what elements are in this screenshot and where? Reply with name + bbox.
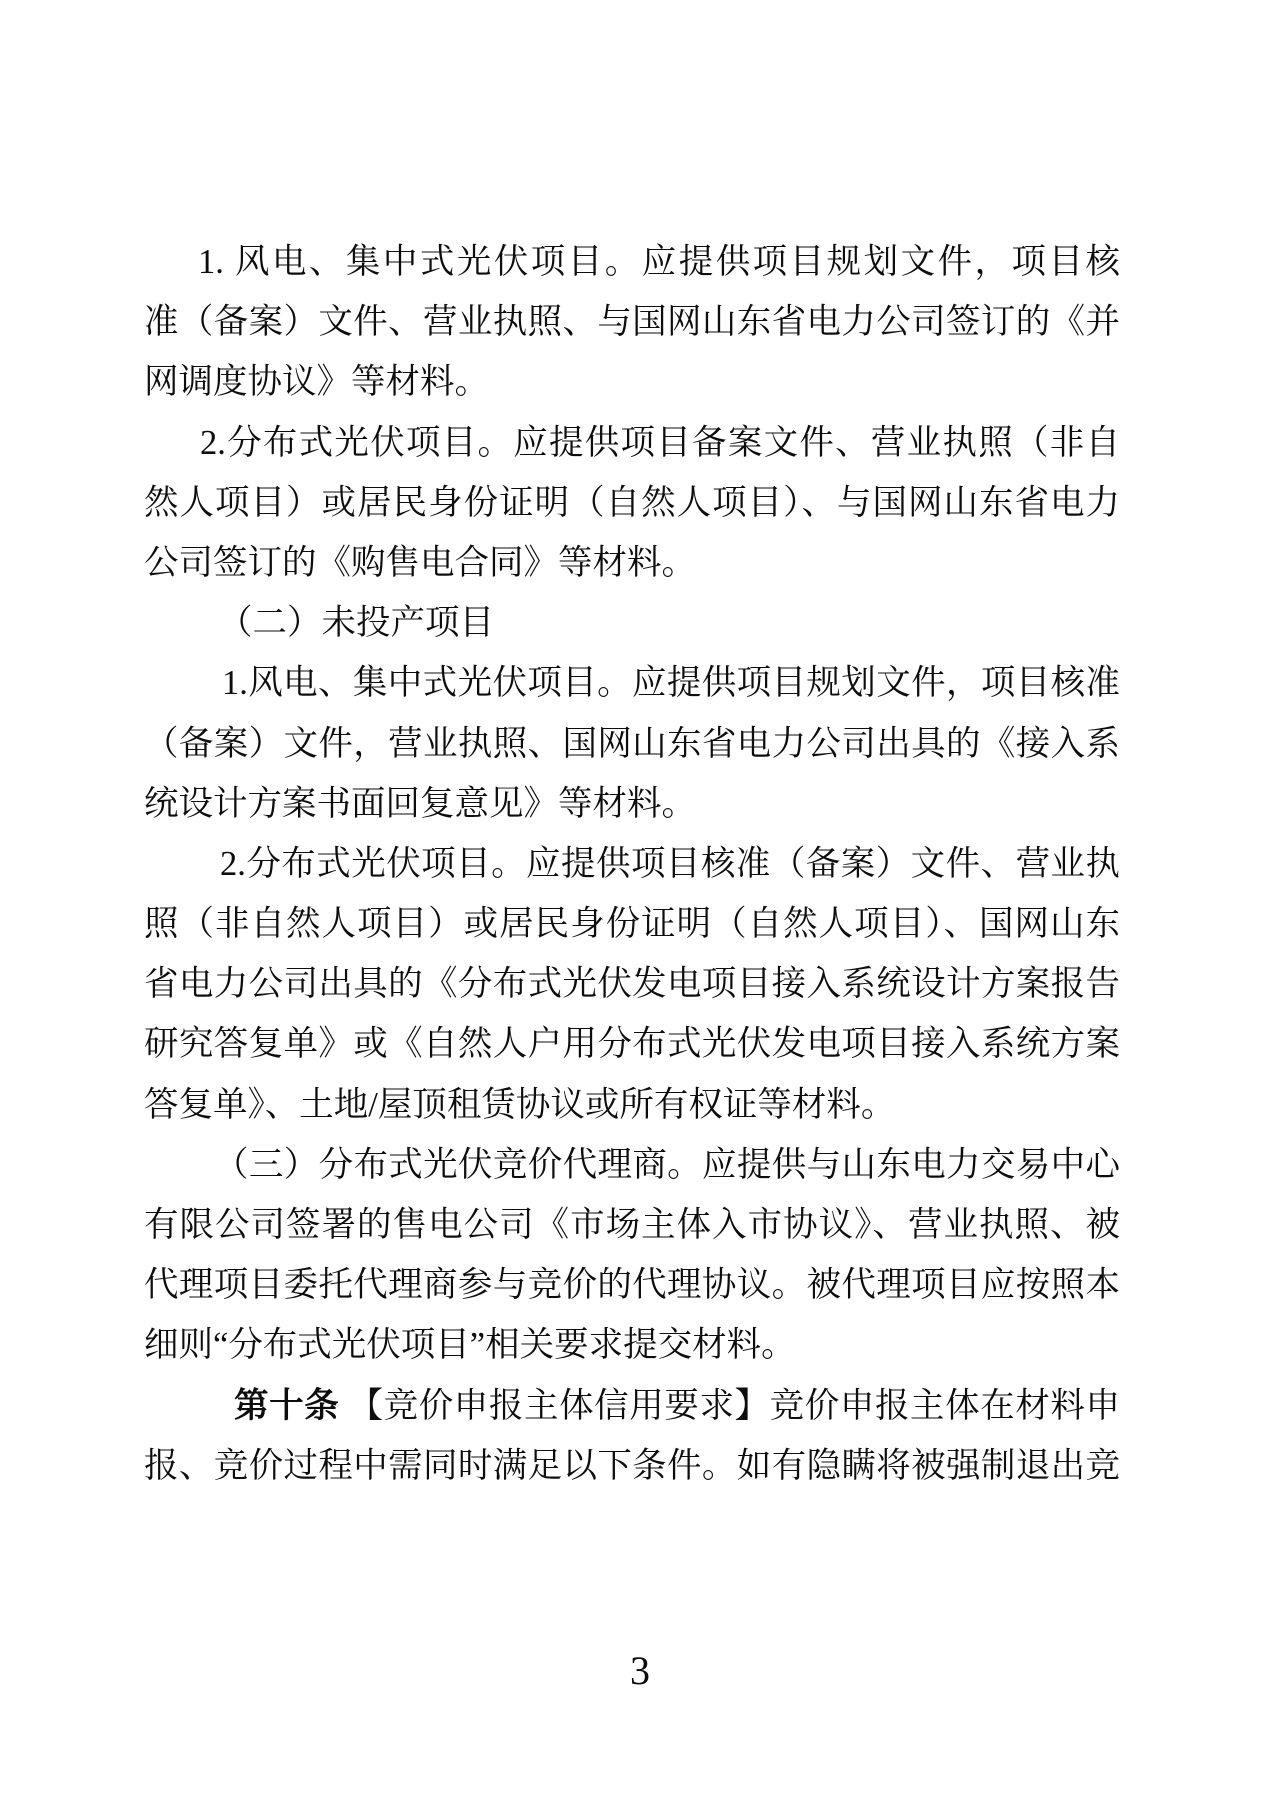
text-run: （三）分布式光伏竞价代理商。应提供与山东电力交易中心 — [214, 1145, 1120, 1184]
text-run: 研究答复单》或《自然人户用分布式光伏发电项目接入系统方案 — [144, 1025, 1120, 1064]
text-line — [144, 774, 1120, 834]
text-run: 有限公司签署的售电公司《市场主体入市协议》、营业执照、被 — [144, 1206, 1120, 1244]
text-run: （二）未投产项目 — [218, 604, 494, 643]
text-run: 2.分布式光伏项目。应提供项目核准（备案）文件、营业执 — [220, 844, 1120, 883]
text-line — [144, 292, 1120, 352]
text-line — [144, 653, 1120, 713]
text-run: 1.风电、集中式光伏项目。应提供项目规划文件，项目核准 — [222, 664, 1120, 703]
text-line — [144, 894, 1120, 954]
text-run: 代理项目委托代理商参与竞价的代理协议。被代理项目应按照本 — [144, 1266, 1120, 1305]
text-line — [144, 1195, 1120, 1255]
text-run: 然人项目）或居民身份证明（自然人项目）、与国网山东省电力 — [144, 483, 1120, 522]
text-line — [144, 1255, 1120, 1315]
text-line — [144, 1376, 1120, 1436]
text-line — [144, 1135, 1120, 1195]
text-run: 统设计方案书面回复意见》等材料。 — [144, 784, 696, 823]
page-number: 3 — [630, 1648, 650, 1693]
text-line — [144, 954, 1120, 1014]
text-run: 报、竞价过程中需同时满足以下条件。如有隐瞒将被强制退出竞 — [144, 1446, 1120, 1485]
text-run: 照（非自然人项目）或居民身份证明（自然人项目）、国网山东 — [144, 905, 1120, 944]
text-line — [144, 1014, 1120, 1074]
article-number-bold-run: 第十条 — [234, 1386, 340, 1425]
text-line — [144, 533, 1120, 593]
text-line — [144, 352, 1120, 412]
text-line — [144, 593, 1120, 653]
text-run: （备案）文件，营业执照、国网山东省电力公司出具的《接入系 — [144, 724, 1120, 763]
text-run: 网调度协议》等材料。 — [144, 363, 489, 402]
text-line — [144, 714, 1120, 774]
text-line — [144, 232, 1120, 292]
text-run: 2.分布式光伏项目。应提供项目备案文件、营业执照（非自 — [200, 423, 1120, 462]
text-line — [144, 1075, 1120, 1135]
text-run: 1. 风电、集中式光伏项目。应提供项目规划文件，项目核 — [198, 243, 1120, 281]
text-line — [144, 1436, 1120, 1496]
text-line — [144, 834, 1120, 894]
text-block — [144, 232, 1120, 1496]
text-line — [144, 473, 1120, 533]
text-run: 准（备案）文件、营业执照、与国网山东省电力公司签订的《并 — [144, 303, 1120, 342]
text-run: 答复单》、土地/屋顶租赁协议或所有权证等材料。 — [144, 1085, 896, 1124]
text-line — [144, 413, 1120, 473]
text-line — [144, 1315, 1120, 1375]
text-run: 【竞价申报主体信用要求】竞价申报主体在材料申 — [339, 1386, 1121, 1425]
text-run: 公司签订的《购售电合同》等材料。 — [144, 543, 696, 582]
text-run: 细则“分布式光伏项目”相关要求提交材料。 — [144, 1326, 796, 1365]
text-run: 省电力公司出具的《分布式光伏发电项目接入系统设计方案报告 — [144, 965, 1120, 1004]
